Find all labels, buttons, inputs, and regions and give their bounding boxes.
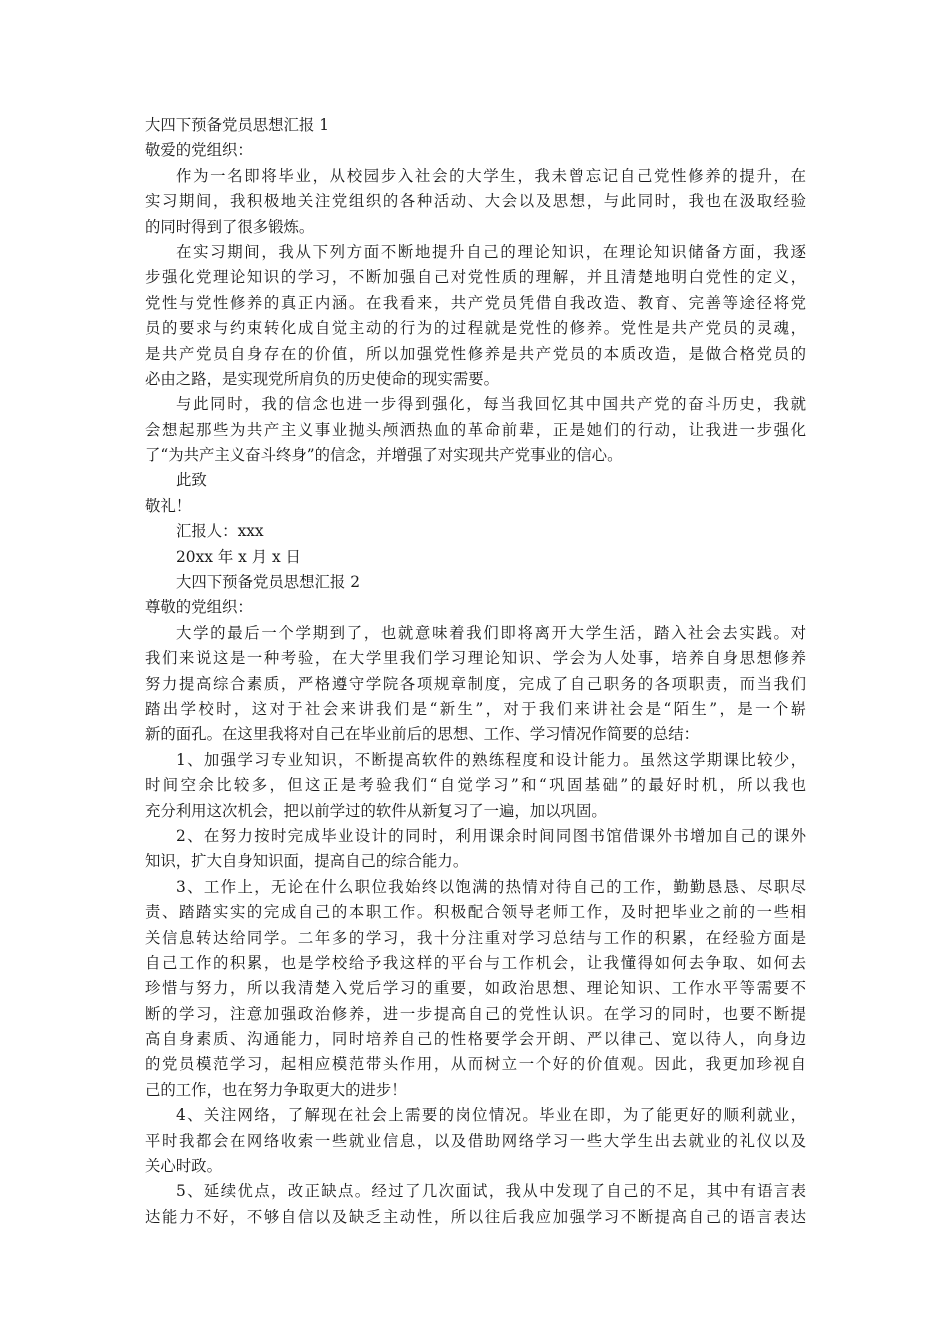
text-line: 责、踏踏实实的完成自己的本职工作。积极配合领导老师工作，及时把毕业之前的一些相 [145,903,806,922]
text-line: 在实习期间，我从下列方面不断地提升自己的理论知识，在理论知识储备方面，我逐 [176,242,806,261]
salutation-2: 尊敬的党组织： [145,598,253,617]
document-page [145,113,806,1230]
text-line: 断的学习，注意加强政治修养，进一步提高自己的党性认识。在学习的同时，也要不断提 [145,1004,806,1023]
text-line: 高自身素质、沟通能力，同时培养自己的性格要学会开朗、严以律己、宽以待人，向身边 [145,1030,806,1049]
text-line: 时间空余比较多，但这正是考验我们“自觉学习”和“巩固基础”的最好时机，所以我也 [145,776,806,795]
text-line: 己的工作，也在努力争取更大的进步！ [145,1080,407,1099]
text-line: 达能力不好，不够自信以及缺乏主动性，所以往后我应加强学习不断提高自己的语言表达 [145,1207,806,1226]
text-line: 会想起那些为共产主义事业抛头颅洒热血的革命前辈，正是她们的行动，让我进一步强化 [145,420,806,439]
reporter-line: 汇报人：xxx [176,522,264,541]
text-line: 知识，扩大自身知识面，提高自己的综合能力。 [145,852,469,871]
text-line: 了“为共产主义奋斗终身”的信念，并增强了对实现共产党事业的信心。 [145,446,623,465]
text-line: 5、延续优点，改正缺点。经过了几次面试，我从中发现了自己的不足，其中有语言表 [176,1182,806,1201]
closing-salute: 敬礼！ [145,496,192,515]
text-line: 我们来说这是一种考验，在大学里我们学习理论知识、学会为人处事，培养自身思想修养 [145,649,806,668]
text-line: 是共产党员自身存在的价值，所以加强党性修养是共产党员的本质改造，是做合格党员的 [145,344,806,363]
text-line: 踏出学校时，这对于社会来讲我们是“新生”，对于我们来讲社会是“陌生”，是一个崭 [145,699,806,718]
text-line: 自己工作的积累，也是学校给予我这样的平台与工作机会，让我懂得如何去争取、如何去 [145,953,806,972]
text-line: 作为一名即将毕业，从校园步入社会的大学生，我未曾忘记自己党性修养的提升，在 [176,166,806,185]
text-line: 4、关注网络，了解现在社会上需要的岗位情况。毕业在即，为了能更好的顺利就业， [176,1106,806,1125]
text-line: 2、在努力按时完成毕业设计的同时，利用课余时间同图书馆借课外书增加自己的课外 [176,826,806,845]
text-line: 充分利用这次机会，把以前学过的软件从新复习了一遍，加以巩固。 [145,801,607,820]
report-title-1: 大四下预备党员思想汇报 1 [145,116,329,134]
text-line: 平时我都会在网络收索一些就业信息，以及借助网络学习一些大学生出去就业的礼仪以及 [145,1131,806,1150]
text-line: 关心时政。 [145,1157,222,1176]
text-line: 步强化党理论知识的学习，不断加强自己对党性质的理解，并且清楚地明白党性的定义， [145,268,806,287]
text-line: 的同时得到了很多锻炼。 [145,217,315,236]
text-line: 努力提高综合素质，严格遵守学院各项规章制度，完成了自己职务的各项职责，而当我们 [145,674,806,693]
text-line: 员的要求与约束转化成自觉主动的行为的过程就是党性的修养。党性是共产党员的灵魂， [145,319,806,338]
text-line: 新的面孔。在这里我将对自己在毕业前后的思想、工作、学习情况作简要的总结： [145,725,700,744]
text-line: 与此同时，我的信念也进一步得到强化，每当我回忆其中国共产党的奋斗历史，我就 [176,395,806,414]
closing-line: 此致 [176,471,207,490]
text-line: 珍惜与努力，所以我清楚入党后学习的重要，如政治思想、理论知识、工作水平等需要不 [145,979,806,998]
text-line: 必由之路，是实现党所肩负的历史使命的现实需要。 [145,369,499,388]
text-line: 1、加强学习专业知识，不断提高软件的熟练程度和设计能力。虽然这学期课比较少， [176,750,806,769]
text-line: 党性与党性修养的真正内涵。在我看来，共产党员凭借自我改造、教育、完善等途径将党 [145,293,806,312]
salutation-1: 敬爱的党组织： [145,141,253,160]
text-line: 实习期间，我积极地关注党组织的各种活动、大会以及思想，与此同时，我也在汲取经验 [145,192,806,211]
date-line: 20xx 年 x 月 x 日 [176,547,301,566]
text-line: 关信息转达给同学。二年多的学习，我十分注重对学习总结与工作的积累，在经验方面是 [145,928,806,947]
report-title-2: 大四下预备党员思想汇报 2 [176,573,360,592]
text-line: 的党员模范学习，起相应模范带头作用，从而树立一个好的价值观。因此，我更加珍视自 [145,1055,806,1074]
text-line: 大学的最后一个学期到了，也就意味着我们即将离开大学生活，踏入社会去实践。对 [176,623,806,642]
text-line: 3、工作上，无论在什么职位我始终以饱满的热情对待自己的工作，勤勤恳恳、尽职尽 [176,877,806,896]
